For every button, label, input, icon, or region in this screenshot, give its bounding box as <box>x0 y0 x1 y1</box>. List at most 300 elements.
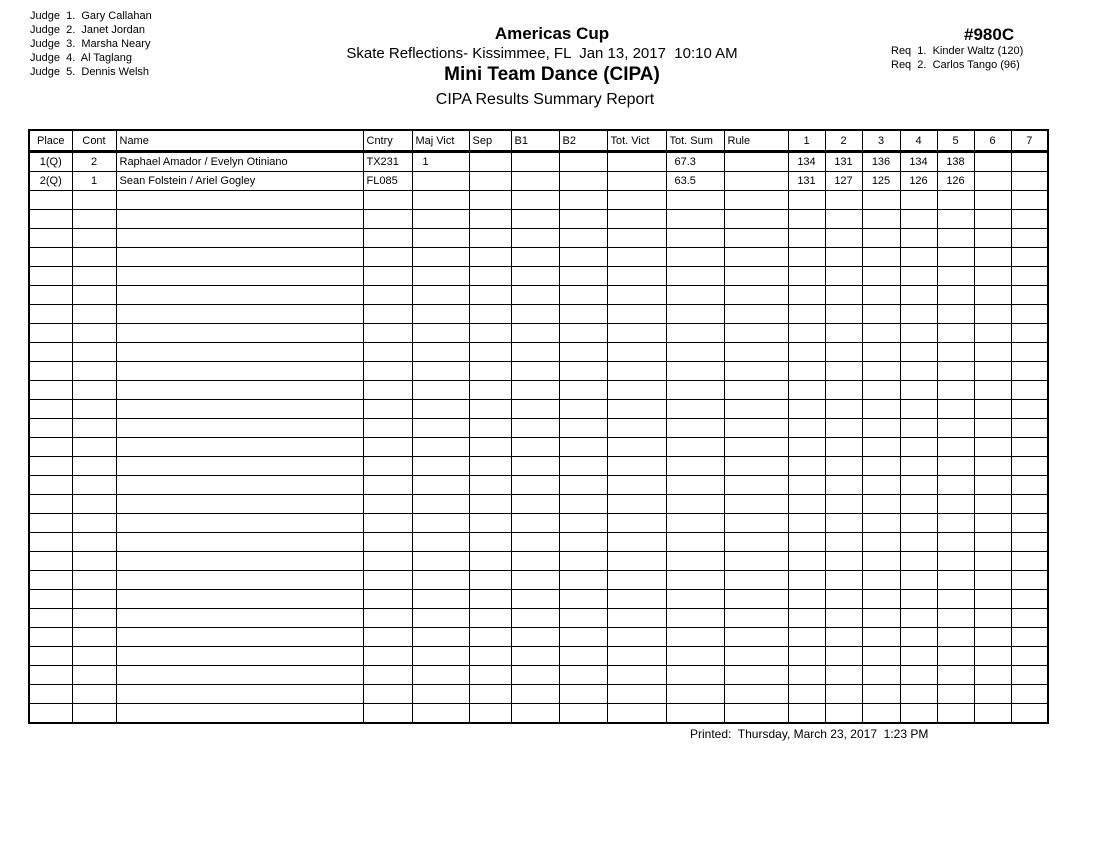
table-cell <box>666 248 724 267</box>
table-cell <box>974 400 1011 419</box>
table-row <box>29 152 1048 172</box>
table-cell <box>607 533 666 552</box>
table-cell: 63.5 <box>666 172 724 191</box>
table-cell <box>469 210 511 229</box>
table-cell: 134 <box>900 152 937 172</box>
table-cell <box>559 571 607 590</box>
table-cell <box>788 609 825 628</box>
table-cell <box>363 210 412 229</box>
table-cell <box>72 362 116 381</box>
table-cell <box>607 419 666 438</box>
empty-table-row <box>29 191 1048 210</box>
table-cell <box>937 685 974 704</box>
table-cell: 2 <box>72 152 116 172</box>
table-cell <box>900 191 937 210</box>
table-cell <box>116 571 363 590</box>
table-cell <box>511 267 559 286</box>
table-cell <box>666 191 724 210</box>
table-cell <box>559 229 607 248</box>
table-cell <box>666 210 724 229</box>
table-cell <box>788 476 825 495</box>
table-cell <box>862 362 900 381</box>
table-cell <box>607 571 666 590</box>
table-cell <box>825 666 862 685</box>
table-cell: 1 <box>412 152 469 172</box>
table-cell <box>1011 457 1048 476</box>
table-cell <box>1011 666 1048 685</box>
table-cell <box>937 438 974 457</box>
table-cell <box>363 419 412 438</box>
table-cell <box>511 685 559 704</box>
table-cell <box>788 400 825 419</box>
table-cell <box>72 552 116 571</box>
table-cell <box>559 457 607 476</box>
table-cell <box>511 248 559 267</box>
table-cell <box>937 476 974 495</box>
table-cell <box>937 628 974 647</box>
table-cell <box>900 666 937 685</box>
table-cell <box>412 704 469 724</box>
table-cell <box>29 571 72 590</box>
table-cell <box>363 381 412 400</box>
table-cell <box>974 590 1011 609</box>
table-cell <box>607 628 666 647</box>
column-header: 3 <box>862 130 900 152</box>
table-cell <box>724 438 788 457</box>
table-cell <box>72 343 116 362</box>
table-cell <box>937 381 974 400</box>
table-cell <box>469 685 511 704</box>
table-cell <box>607 704 666 724</box>
table-cell <box>666 476 724 495</box>
table-cell <box>412 210 469 229</box>
table-cell: 136 <box>862 152 900 172</box>
table-cell <box>900 343 937 362</box>
table-cell <box>559 362 607 381</box>
table-cell <box>974 267 1011 286</box>
table-cell <box>900 628 937 647</box>
table-cell <box>29 381 72 400</box>
table-cell <box>511 647 559 666</box>
table-cell <box>900 210 937 229</box>
table-cell <box>1011 704 1048 724</box>
table-cell <box>937 533 974 552</box>
table-cell <box>116 476 363 495</box>
table-cell <box>116 362 363 381</box>
table-cell <box>974 419 1011 438</box>
table-cell <box>412 191 469 210</box>
table-cell <box>862 590 900 609</box>
table-cell <box>1011 552 1048 571</box>
table-cell <box>559 210 607 229</box>
table-cell <box>412 172 469 191</box>
empty-table-row <box>29 628 1048 647</box>
table-cell <box>116 628 363 647</box>
table-cell <box>29 552 72 571</box>
table-cell <box>974 552 1011 571</box>
column-header: 7 <box>1011 130 1048 152</box>
table-cell <box>1011 533 1048 552</box>
table-cell <box>666 609 724 628</box>
table-cell <box>1011 343 1048 362</box>
table-cell <box>607 324 666 343</box>
table-cell <box>363 400 412 419</box>
table-cell <box>724 381 788 400</box>
table-cell <box>825 286 862 305</box>
table-cell: 138 <box>937 152 974 172</box>
table-cell <box>666 647 724 666</box>
table-cell <box>825 514 862 533</box>
table-cell <box>974 571 1011 590</box>
table-cell <box>825 495 862 514</box>
table-cell <box>469 324 511 343</box>
table-cell <box>900 552 937 571</box>
table-cell <box>900 457 937 476</box>
table-cell <box>862 533 900 552</box>
table-cell <box>825 267 862 286</box>
table-cell <box>363 248 412 267</box>
table-cell <box>607 210 666 229</box>
table-cell <box>825 381 862 400</box>
table-row <box>29 172 1048 191</box>
table-cell <box>559 647 607 666</box>
table-cell <box>559 152 607 172</box>
empty-table-row <box>29 609 1048 628</box>
table-cell <box>412 628 469 647</box>
table-cell <box>974 476 1011 495</box>
table-cell <box>363 666 412 685</box>
table-cell <box>825 590 862 609</box>
table-cell <box>862 628 900 647</box>
table-cell <box>862 381 900 400</box>
table-cell <box>72 457 116 476</box>
table-cell: 126 <box>937 172 974 191</box>
table-cell <box>559 552 607 571</box>
table-cell <box>559 685 607 704</box>
table-cell <box>666 286 724 305</box>
table-cell <box>862 685 900 704</box>
table-cell <box>862 191 900 210</box>
table-cell <box>724 514 788 533</box>
table-cell <box>724 362 788 381</box>
column-header: 1 <box>788 130 825 152</box>
table-cell <box>825 457 862 476</box>
table-cell <box>412 647 469 666</box>
table-cell <box>607 438 666 457</box>
table-cell <box>559 324 607 343</box>
table-cell <box>469 419 511 438</box>
table-cell: 127 <box>825 172 862 191</box>
table-cell <box>511 552 559 571</box>
table-cell <box>412 590 469 609</box>
table-cell <box>666 400 724 419</box>
table-cell <box>900 495 937 514</box>
table-cell <box>116 210 363 229</box>
table-cell <box>788 685 825 704</box>
table-cell <box>511 172 559 191</box>
empty-table-row <box>29 248 1048 267</box>
table-cell <box>511 362 559 381</box>
table-cell <box>974 152 1011 172</box>
table-cell <box>29 400 72 419</box>
table-cell <box>72 628 116 647</box>
table-cell <box>116 438 363 457</box>
table-cell <box>559 419 607 438</box>
table-cell <box>900 305 937 324</box>
table-cell <box>363 628 412 647</box>
table-cell <box>724 590 788 609</box>
table-cell <box>607 609 666 628</box>
table-cell <box>724 609 788 628</box>
table-cell <box>469 381 511 400</box>
empty-table-row <box>29 305 1048 324</box>
table-cell <box>607 191 666 210</box>
table-cell <box>788 267 825 286</box>
table-cell <box>363 514 412 533</box>
table-cell <box>363 267 412 286</box>
table-cell <box>116 666 363 685</box>
table-cell <box>116 533 363 552</box>
table-cell <box>788 628 825 647</box>
table-cell <box>116 229 363 248</box>
table-cell <box>666 704 724 724</box>
table-cell <box>29 305 72 324</box>
table-cell <box>788 571 825 590</box>
table-cell <box>116 495 363 514</box>
table-cell <box>469 476 511 495</box>
column-header: 5 <box>937 130 974 152</box>
table-cell <box>937 267 974 286</box>
table-cell: 1 <box>72 172 116 191</box>
table-cell <box>469 362 511 381</box>
table-cell <box>363 305 412 324</box>
table-cell <box>559 172 607 191</box>
table-cell <box>607 362 666 381</box>
table-cell <box>469 229 511 248</box>
table-cell <box>469 438 511 457</box>
table-cell <box>788 229 825 248</box>
table-cell <box>469 647 511 666</box>
table-cell: 67.3 <box>666 152 724 172</box>
table-cell <box>511 191 559 210</box>
requirement-2: Req 2. Carlos Tango (96) <box>891 59 1020 71</box>
table-cell <box>1011 248 1048 267</box>
table-cell <box>666 552 724 571</box>
table-cell <box>900 267 937 286</box>
table-cell <box>1011 172 1048 191</box>
table-cell <box>559 666 607 685</box>
column-header: 4 <box>900 130 937 152</box>
table-cell <box>724 324 788 343</box>
table-cell <box>1011 476 1048 495</box>
table-cell <box>724 305 788 324</box>
table-cell <box>724 172 788 191</box>
table-cell <box>72 229 116 248</box>
empty-table-row <box>29 324 1048 343</box>
table-cell <box>1011 400 1048 419</box>
judge-4: Judge 4. Al Taglang <box>30 52 132 64</box>
table-cell <box>974 362 1011 381</box>
table-cell <box>469 248 511 267</box>
table-cell <box>724 191 788 210</box>
table-cell <box>511 229 559 248</box>
table-cell <box>29 704 72 724</box>
table-cell <box>724 552 788 571</box>
table-cell <box>937 362 974 381</box>
column-header: B2 <box>559 130 607 152</box>
table-cell <box>511 305 559 324</box>
table-cell <box>1011 229 1048 248</box>
table-cell <box>559 514 607 533</box>
table-cell <box>788 666 825 685</box>
event-number: #980C <box>964 25 1015 44</box>
table-cell <box>363 438 412 457</box>
table-cell <box>412 495 469 514</box>
table-cell <box>1011 514 1048 533</box>
column-header: Cntry <box>363 130 412 152</box>
table-cell <box>412 305 469 324</box>
table-cell <box>900 248 937 267</box>
table-cell <box>825 210 862 229</box>
table-cell <box>29 419 72 438</box>
table-cell <box>900 362 937 381</box>
table-cell <box>511 495 559 514</box>
table-cell <box>666 457 724 476</box>
column-header: Tot. Vict <box>607 130 666 152</box>
table-cell <box>511 286 559 305</box>
table-cell <box>559 609 607 628</box>
table-cell <box>412 666 469 685</box>
table-cell: 126 <box>900 172 937 191</box>
table-cell <box>724 152 788 172</box>
table-cell <box>72 324 116 343</box>
table-cell <box>363 609 412 628</box>
table-cell <box>511 400 559 419</box>
table-cell <box>1011 324 1048 343</box>
table-cell <box>469 609 511 628</box>
table-cell <box>974 533 1011 552</box>
table-cell: 1(Q) <box>29 152 72 172</box>
table-cell <box>666 419 724 438</box>
table-cell <box>29 229 72 248</box>
table-cell <box>559 628 607 647</box>
table-cell <box>29 362 72 381</box>
table-cell <box>900 571 937 590</box>
table-cell <box>72 400 116 419</box>
table-cell <box>825 476 862 495</box>
table-cell <box>788 590 825 609</box>
table-cell <box>511 533 559 552</box>
table-cell <box>412 362 469 381</box>
table-cell <box>363 533 412 552</box>
table-cell <box>469 267 511 286</box>
table-cell <box>559 495 607 514</box>
table-cell <box>666 343 724 362</box>
table-cell <box>825 704 862 724</box>
table-cell <box>511 514 559 533</box>
table-cell <box>862 609 900 628</box>
table-cell <box>511 438 559 457</box>
table-cell <box>116 248 363 267</box>
table-cell <box>116 191 363 210</box>
table-cell <box>900 229 937 248</box>
table-cell <box>511 628 559 647</box>
table-cell <box>607 457 666 476</box>
results-table <box>28 129 1049 724</box>
table-cell <box>1011 647 1048 666</box>
table-cell <box>116 267 363 286</box>
table-cell <box>862 438 900 457</box>
table-cell <box>511 343 559 362</box>
table-cell <box>666 305 724 324</box>
table-cell <box>1011 305 1048 324</box>
table-cell <box>363 552 412 571</box>
table-cell <box>862 571 900 590</box>
table-cell <box>469 343 511 362</box>
empty-table-row <box>29 343 1048 362</box>
table-cell <box>116 552 363 571</box>
table-cell <box>900 286 937 305</box>
table-cell <box>974 628 1011 647</box>
table-cell <box>412 229 469 248</box>
table-cell <box>724 248 788 267</box>
table-cell <box>412 324 469 343</box>
table-cell <box>825 609 862 628</box>
table-cell <box>72 286 116 305</box>
empty-table-row <box>29 666 1048 685</box>
column-header: B1 <box>511 130 559 152</box>
table-cell <box>607 381 666 400</box>
table-cell <box>72 666 116 685</box>
table-cell <box>607 172 666 191</box>
table-cell <box>72 305 116 324</box>
table-cell <box>607 476 666 495</box>
table-cell <box>724 400 788 419</box>
table-cell <box>974 457 1011 476</box>
table-cell <box>412 571 469 590</box>
table-cell <box>862 419 900 438</box>
table-cell <box>666 666 724 685</box>
table-cell <box>937 229 974 248</box>
judge-1: Judge 1. Gary Callahan <box>30 10 152 22</box>
table-cell <box>469 590 511 609</box>
table-cell <box>412 533 469 552</box>
table-cell <box>724 267 788 286</box>
table-cell <box>825 229 862 248</box>
table-cell <box>724 229 788 248</box>
table-cell <box>559 438 607 457</box>
table-cell <box>974 324 1011 343</box>
table-cell <box>607 305 666 324</box>
table-cell <box>607 666 666 685</box>
table-cell <box>412 457 469 476</box>
table-cell <box>825 438 862 457</box>
table-cell <box>724 628 788 647</box>
table-cell <box>412 552 469 571</box>
table-cell <box>29 609 72 628</box>
table-cell <box>666 324 724 343</box>
table-cell <box>937 343 974 362</box>
table-cell: Sean Folstein / Ariel Gogley <box>116 172 363 191</box>
judge-5: Judge 5. Dennis Welsh <box>30 66 150 78</box>
empty-table-row <box>29 590 1048 609</box>
table-cell <box>511 590 559 609</box>
table-cell <box>363 495 412 514</box>
table-cell <box>72 248 116 267</box>
table-cell: TX231 <box>363 152 412 172</box>
table-cell <box>900 438 937 457</box>
table-cell <box>937 419 974 438</box>
